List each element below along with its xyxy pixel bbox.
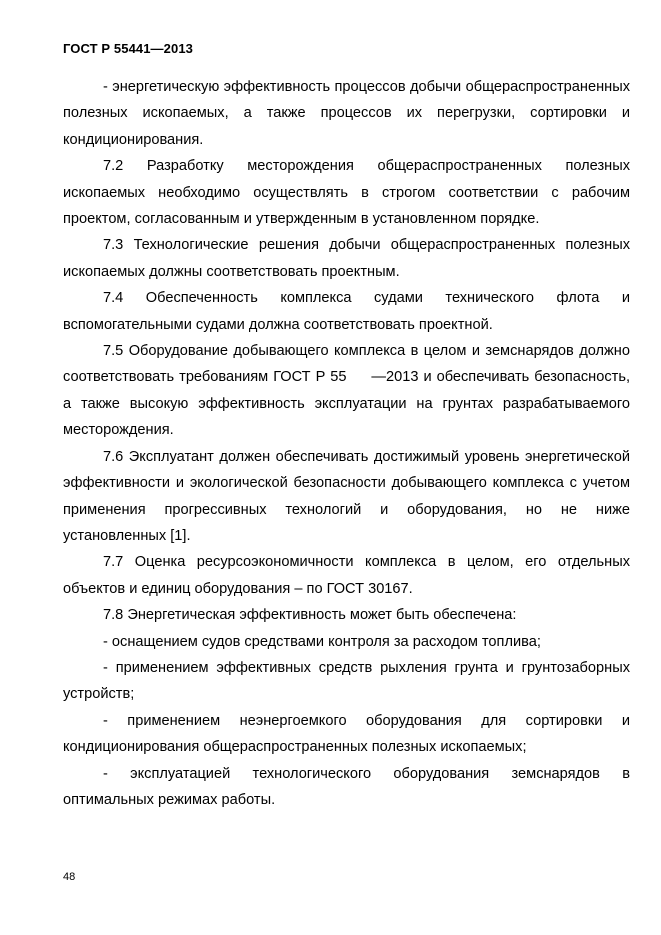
list-item-fuel-control: - оснащением судов средствами контроля за расходом топлива; xyxy=(103,633,541,650)
paragraph-7-7: 7.7 Оценка ресурсоэкономичности комплекса в целом, его отдельных объектов и единиц оборудования – по ГОСТ 30167. xyxy=(63,554,630,597)
paragraph-energy-efficiency-item: - энергетическую эффективность процессов добычи общераспространенных полезных ископаемых, а также процессов их перегрузки, сортировки и кондиционирования. xyxy=(63,79,630,148)
paragraph-7-3: 7.3 Технологические решения добычи общераспространенных полезных ископаемых должны соответствовать проектным. xyxy=(63,237,630,280)
paragraph-7-2: 7.2 Разработку месторождения общераспространенных полезных ископаемых необходимо осуществлять в строгом соответствии с рабочим проектом, согласованным и утвержденным в установленном порядке. xyxy=(63,158,630,228)
document-body xyxy=(63,74,635,813)
list-item-sorting-equipment: - применением неэнергоемкого оборудования для сортировки и кондиционирования общераспространенных полезных ископаемых; xyxy=(63,712,630,756)
page-number: 48 xyxy=(63,871,76,883)
paragraph-7-4: 7.4 Обеспеченность комплекса судами технического флота и вспомогательными судами должна соответствовать проектной. xyxy=(63,290,630,333)
paragraph-7-5: 7.5 Оборудование добывающего комплекса в целом и земснарядов должно соответствовать требованиям ГОСТ Р 55 —2013 и обеспечивать безопасность, а также высокую эффективность эксплуатации на грунтах разрабатываемого месторождения. xyxy=(63,343,635,439)
paragraph-7-6: 7.6 Эксплуатант должен обеспечивать достижимый уровень энергетической эффективности и экологической безопасности добывающего комплекса с учетом применения прогрессивных технологий и оборудования, но не ниже установленных [1]. xyxy=(63,448,630,544)
document-header: ГОСТ Р 55441—2013 xyxy=(63,41,193,56)
paragraph-7-8: 7.8 Энергетическая эффективность может быть обеспечена: xyxy=(103,607,517,624)
list-item-optimal-operation: - эксплуатацией технологического оборудования земснарядов в оптимальных режимах работы. xyxy=(63,765,630,808)
list-item-loosening-tools: - применением эффективных средств рыхления грунта и грунтозаборных устройств; xyxy=(63,659,630,703)
